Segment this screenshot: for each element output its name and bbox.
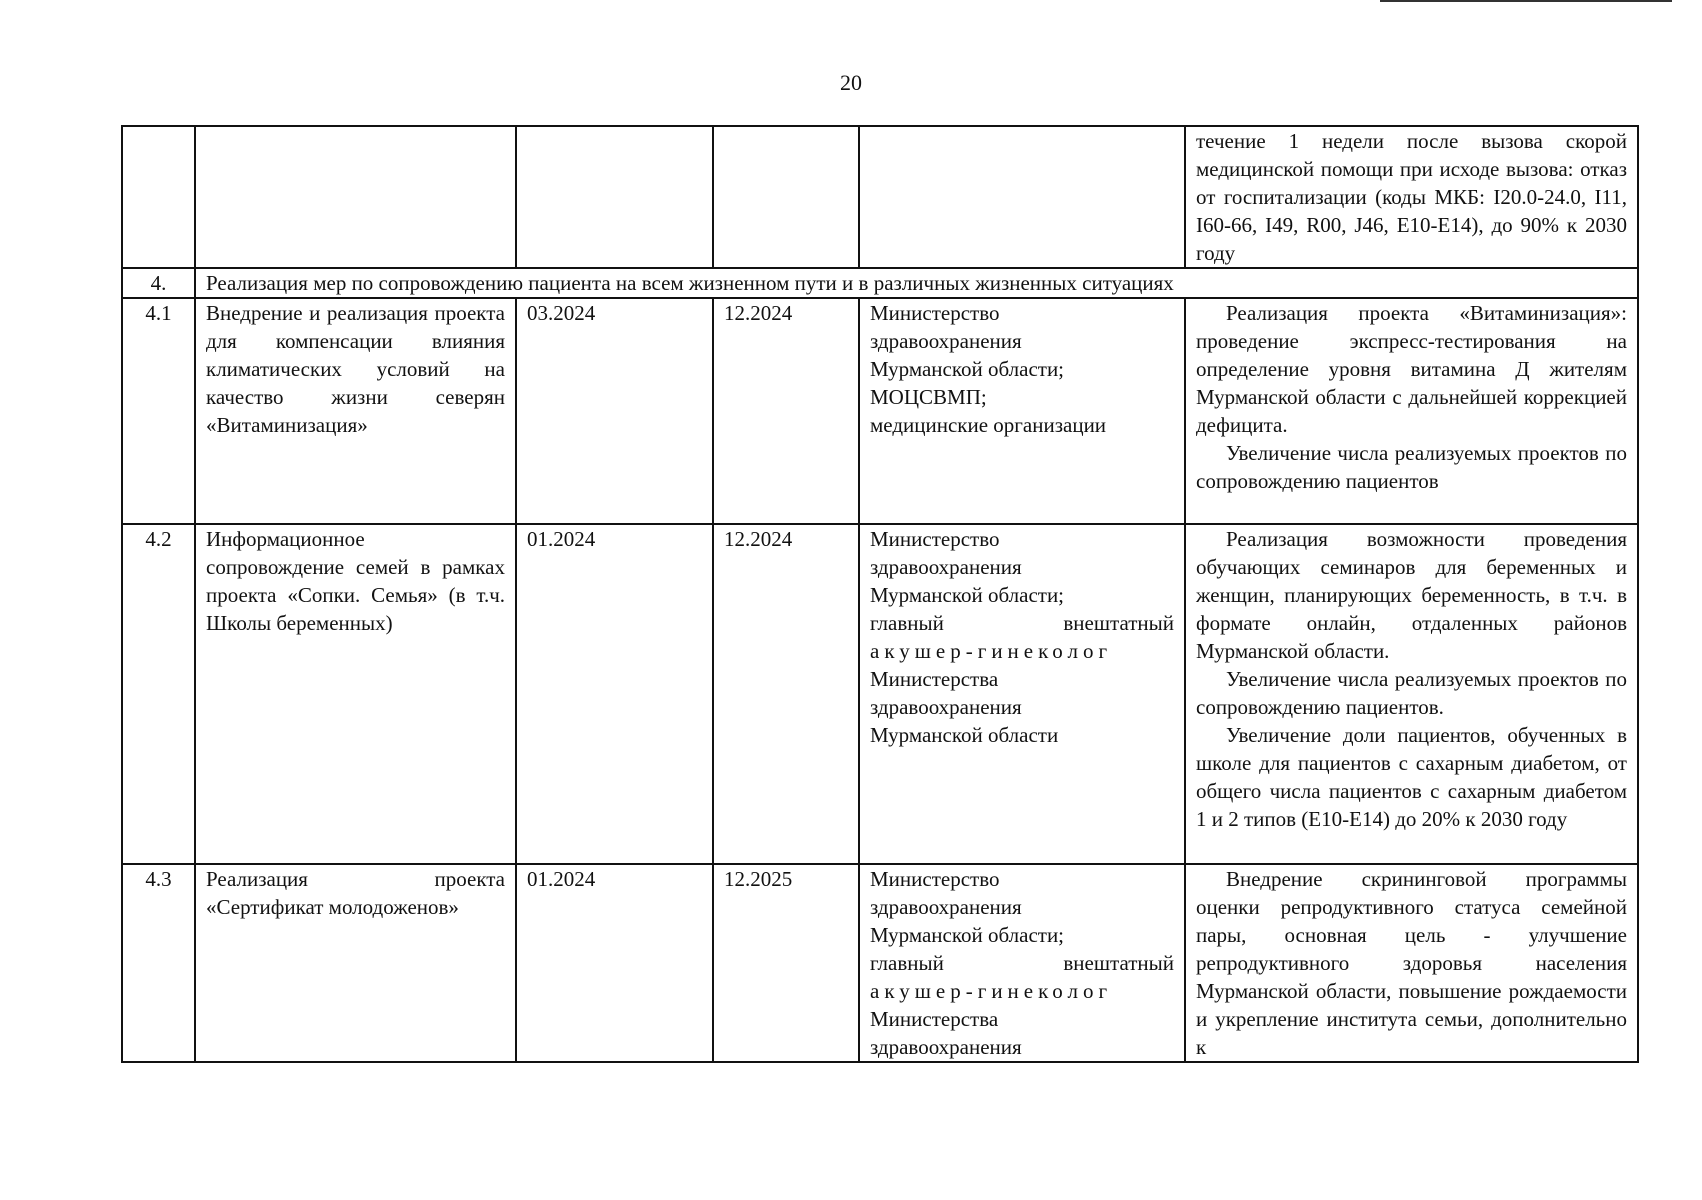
executor-line: здравоохранения <box>870 555 1022 579</box>
executor-line: главный внештатный <box>870 951 1174 975</box>
executor-line: Мурманской области; <box>870 923 1065 947</box>
table-row-continuation <box>122 126 1638 268</box>
executor-line: Мурманской области; <box>870 583 1065 607</box>
result-paragraph: Реализация возможности проведения обучающих семинаров для беременных и женщин, планирующих беременность, в т.ч. в формате онлайн, отдаленных районов Мурманской области. <box>1196 527 1627 663</box>
row-name: Реализация проекта «Сертификат молодоженов» <box>195 864 516 1062</box>
cell-empty <box>859 126 1185 268</box>
cell-empty <box>122 126 195 268</box>
row-end-date: 12.2024 <box>713 524 859 864</box>
row-results <box>1185 864 1638 1062</box>
executor-line: Министерства <box>870 667 999 691</box>
executor-line: Министерство <box>870 867 1000 891</box>
executor-line: главный внештатный <box>870 611 1174 635</box>
result-paragraph: Внедрение скрининговой программы оценки репродуктивного статуса семейной пары, основная цель - улучшение репродуктивного здоровья населения Мурманской области, повышение рождаемости и укрепление института семьи, дополнительно к <box>1196 867 1627 1059</box>
row-number: 4.2 <box>122 524 195 864</box>
row-end-date: 12.2025 <box>713 864 859 1062</box>
result-paragraph: Реализация проекта «Витаминизация»: проведение экспресс-тестирования на определение уровня витамина Д жителям Мурманской области с дальнейшей коррекцией дефицита. <box>1196 301 1627 437</box>
executor-line: акушер-гинеколог <box>870 979 1113 1003</box>
cell-result <box>1185 126 1638 268</box>
table-section-row <box>122 268 1638 298</box>
row-number: 4.3 <box>122 864 195 1062</box>
table-row <box>122 524 1638 864</box>
executor-line: Министерство <box>870 527 1000 551</box>
cell-empty <box>713 126 859 268</box>
executor-line: Мурманской области; <box>870 357 1065 381</box>
result-paragraph: Увеличение доли пациентов, обученных в школе для пациентов с сахарным диабетом, от общего числа пациентов с сахарным диабетом 1 и 2 типов (E10-E14) до 20% к 2030 году <box>1196 723 1627 831</box>
executor-line: здравоохранения <box>870 695 1022 719</box>
row-name: Внедрение и реализация проекта для компенсации влияния климатических условий на качество жизни северян «Витаминизация» <box>195 298 516 524</box>
executor-line: МОЦСВМП; <box>870 385 987 409</box>
table-row <box>122 864 1638 1062</box>
row-results <box>1185 298 1638 524</box>
executor-line: Министерства <box>870 1007 999 1031</box>
executor-line: акушер-гинеколог <box>870 639 1113 663</box>
result-paragraph: Увеличение числа реализуемых проектов по сопровождению пациентов. <box>1196 667 1627 719</box>
row-results <box>1185 524 1638 864</box>
action-plan-table <box>121 125 1639 1063</box>
section-number: 4. <box>122 268 195 298</box>
result-text: течение 1 недели после вызова скорой медицинской помощи при исходе вызова: отказ от госпитализации (коды МКБ: I20.0-24.0, I11, I60-66, I49, R00, J46, E10-E14), до 90% к 2030 году <box>1196 129 1627 265</box>
result-paragraph: Увеличение числа реализуемых проектов по сопровождению пациентов <box>1196 441 1627 493</box>
row-number: 4.1 <box>122 298 195 524</box>
row-end-date: 12.2024 <box>713 298 859 524</box>
cell-empty <box>516 126 713 268</box>
row-name: Информационное сопровождение семей в рамках проекта «Сопки. Семья» (в т.ч. Школы беременных) <box>195 524 516 864</box>
executor-line: здравоохранения <box>870 1035 1022 1059</box>
page-number: 20 <box>840 70 862 95</box>
row-executors <box>859 524 1185 864</box>
row-start-date: 01.2024 <box>516 864 713 1062</box>
executor-line: здравоохранения <box>870 329 1022 353</box>
executor-line: Мурманской области <box>870 723 1059 747</box>
row-start-date: 01.2024 <box>516 524 713 864</box>
executor-line: здравоохранения <box>870 895 1022 919</box>
table-row <box>122 298 1638 524</box>
section-title: Реализация мер по сопровождению пациента на всем жизненном пути и в различных жизненных ситуациях <box>195 268 1638 298</box>
row-executors <box>859 298 1185 524</box>
cell-empty <box>195 126 516 268</box>
row-start-date: 03.2024 <box>516 298 713 524</box>
scan-edge-mark <box>1380 0 1672 2</box>
row-executors <box>859 864 1185 1062</box>
executor-line: медицинские организации <box>870 413 1107 437</box>
executor-line: Министерство <box>870 301 1000 325</box>
